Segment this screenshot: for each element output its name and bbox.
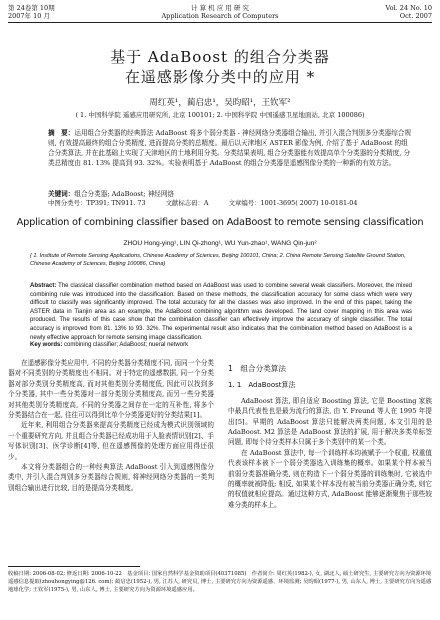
document-code: 文献标志码：A (165, 199, 209, 207)
abstract-cn (48, 128, 412, 168)
affiliation: ( 1. 中国科学院 遥感应用研究所, 北京 100101; 2. 中国科学院 中国遥感卫星地面站, 北京 100086) (75, 111, 365, 119)
english-keywords-text: combining classifier; AdaBoost; nueral network (64, 342, 189, 348)
classification-line (48, 198, 412, 207)
header-volume: 第 24卷第 10期 (8, 4, 55, 12)
english-title: Application of combining classifier based on AdaBoost to remote sensing classification (16, 217, 424, 228)
section-heading: 1 组合分类算法 (228, 364, 286, 373)
english-keywords (30, 342, 412, 348)
header-center (8, 4, 432, 20)
body-column-right (228, 358, 432, 510)
body-paragraph: AdaBoost 算法, 即自适应 Boosting 算法, 它是 Boosting 家族中最具代表性也是最为流行的算法, 由 Y. Freund 等人在 1995 年提出[5]。早期的 AdaBoost 算法只能解决两类问题, 本文引用的是 AdaBoost. M2 算法是 AdaBoost 算法的扩展, 用于解决多类单标签问题, 即每个待分类样本只属于多个类别中的某一个类。 (228, 396, 432, 447)
english-affiliation: ( 1. Institute of Remote Sensing Applications, Chinese Academy of Sciences, Beijing 100101, China; 2. China Remote Sensing Satellite Ground Station, Chinese Academy of Sciences, Beijing 100086, China) (30, 253, 406, 267)
header-right (386, 4, 432, 20)
journal-name-cn: 计 算 机 应 用 研 究 (191, 4, 249, 12)
english-keywords-label: Key words: (30, 342, 63, 348)
keywords-cn (48, 188, 412, 198)
header-volume-en: Vol. 24 No. 10 (385, 4, 432, 12)
english-abstract-text: The classical classifier combination method based on AdaBoost was used to combine several weak classifiers. Moreover, the mixed combining rule was introduced into the classification. Based on these methods, the classification accuracy for some class which were very difficult to classify was significantly improved. The total accuracy for all the classes was also improved. In the end of this paper, taking the ASTER data in Tianjin area as an example, the AdaBoost combining algorithm was developed. The land cover mapping in this area was produced. The results of this case show that the combination classifier can effectively improve the accuracy of single classifier. The total accuracy is improved from 81. 13% to 93. 32%. The experimental result also indicates that the combination method based on AdaBoost is a newly effective approach for remote sensing image classification. (30, 283, 412, 341)
english-abstract (30, 282, 412, 342)
body-paragraph: 在 AdaBoost 算法中, 每一个训练样本均被赋予一个权重, 权重值代表该样本被下一个弱分类器选入训练集的概率。如果某个样本被当前弱分类器准确分类, 则在构造下一个弱分类器的训练集时, 它被选中的概率就被降低; 相反, 如果某个样本没有被当前分类器正确分类, 则它的权值就相应提高。通过这种方式, AdaBoost 能够逐渐聚焦于那些较难分类的样本上。 (228, 448, 432, 509)
abstract-label: 摘 要： (48, 129, 75, 137)
footnote-rule (8, 566, 140, 567)
body-column-left (8, 358, 214, 493)
body-paragraph: 近年来, 利用组合分类器来提高分类精度已经成为模式识别领域的一个重要研究方向, 并且组合分类器已经成功用于人脸表情识别[2]、手写体识别[3]、医学诊断[4]等, 但在遥感图像的处理方面应用得还很少。 (8, 421, 214, 461)
journal-name-en: Application Research of Computers (161, 12, 279, 20)
clc-number: 中图分类号：TP391; TN911. 73 (48, 199, 146, 207)
keywords-text: 组合分类器; AdaBoost; 神经网络 (74, 190, 175, 198)
paper-title-line2: 在遥感影像分类中的应用 * (124, 68, 316, 86)
subsection-heading: 1. 1 AdaBoost算法 (228, 381, 296, 390)
keywords-label: 关键词： (48, 190, 75, 198)
header-date: 2007年 10 月 (8, 12, 50, 20)
author-list: 周红英¹，蔺启忠¹，吴昀昭¹，王钦军² (149, 98, 291, 108)
header-rule (8, 22, 432, 23)
english-authors: ZHOU Hong-ying¹, LIN Qi-zhong¹, WU Yun-zhao¹, WANG Qin-jun² (123, 240, 317, 247)
paper-title-line1: 基于 AdaBoost 的组合分类器 (110, 48, 330, 66)
english-abstract-label: Abstract: (30, 283, 57, 289)
body-paragraph: 本文将分类器组合的一种经典算法 AdaBoost 引入到遥感图像分类中, 并引入混合判别多分类器综合规则, 将神经网络分类器的一类判别组合输出进行比较, 目的是提高分类精度。 (8, 463, 214, 492)
abstract-text: 运用组合分类器的经典算法 AdaBoost 将多个弱分类器 - 神经网络分类器组合输出, 并引入混合判别多分类器综合规则, 有效提高最终的组合分类精度, 进而提高分类的总精度。最后以天津地区 ASTER 影像为例, 介绍了基于 AdaBoost 的组合分类算法, 并在此基础上实现了天津地区的土地利用分类。分类结果表明, 组合分类器能有效提高单个分类器的分类精度, 分类总精度由 81. 13% 提高到 93. 32%。实验表明基于 AdaBoost 的组合分类器是遥感图像分类的一种新的有效方法。 (48, 129, 412, 167)
body-paragraph: 在遥感影像分类应用中, 不同的分类器分类精度不同, 而同一个分类器对不同类别的分类精度也不相同。对于特定的遥感数据, 同一个分类器对部分类别分类精度高, 而对其他类别分类精度低, 因此可以找到多个分类器, 其中一些分类器对一部分类别分类精度高, 而另一些分类器对其他类别分类精度高, 不同的分类器之间存在一定的互补性, 将多个分类器结合在一起, 往往可以得到比单个分类器更好的分类结果[1]。 (8, 359, 215, 420)
footnote: 收稿日期: 2006-08-02; 修返日期: 2006-10-22 基金项目: 国家自然科学基金资助项目(40371085) 作者简介: 周红英(1982-), 女, 湖北人, 硕士研究生, 主要研究方向为资源环境遥感信息提取(zhouhongying@126. com); 蔺启忠(1952-), 男, 江苏人, 研究员, 博士, 主要研究方向为资源遥感、环境监测; 吴昀昭(1977-), 男, 山东人, 博士, 主要研究方向为遥感地球化学; 王钦军(1975-), 男, 山东人, 博士, 主要研究方向为资源环境遥感应用。 (8, 571, 432, 593)
header-date-en: Oct. 2007 (399, 12, 432, 20)
article-number: 文章编号：1001-3695( 2007) 10-0181-04 (228, 199, 358, 207)
